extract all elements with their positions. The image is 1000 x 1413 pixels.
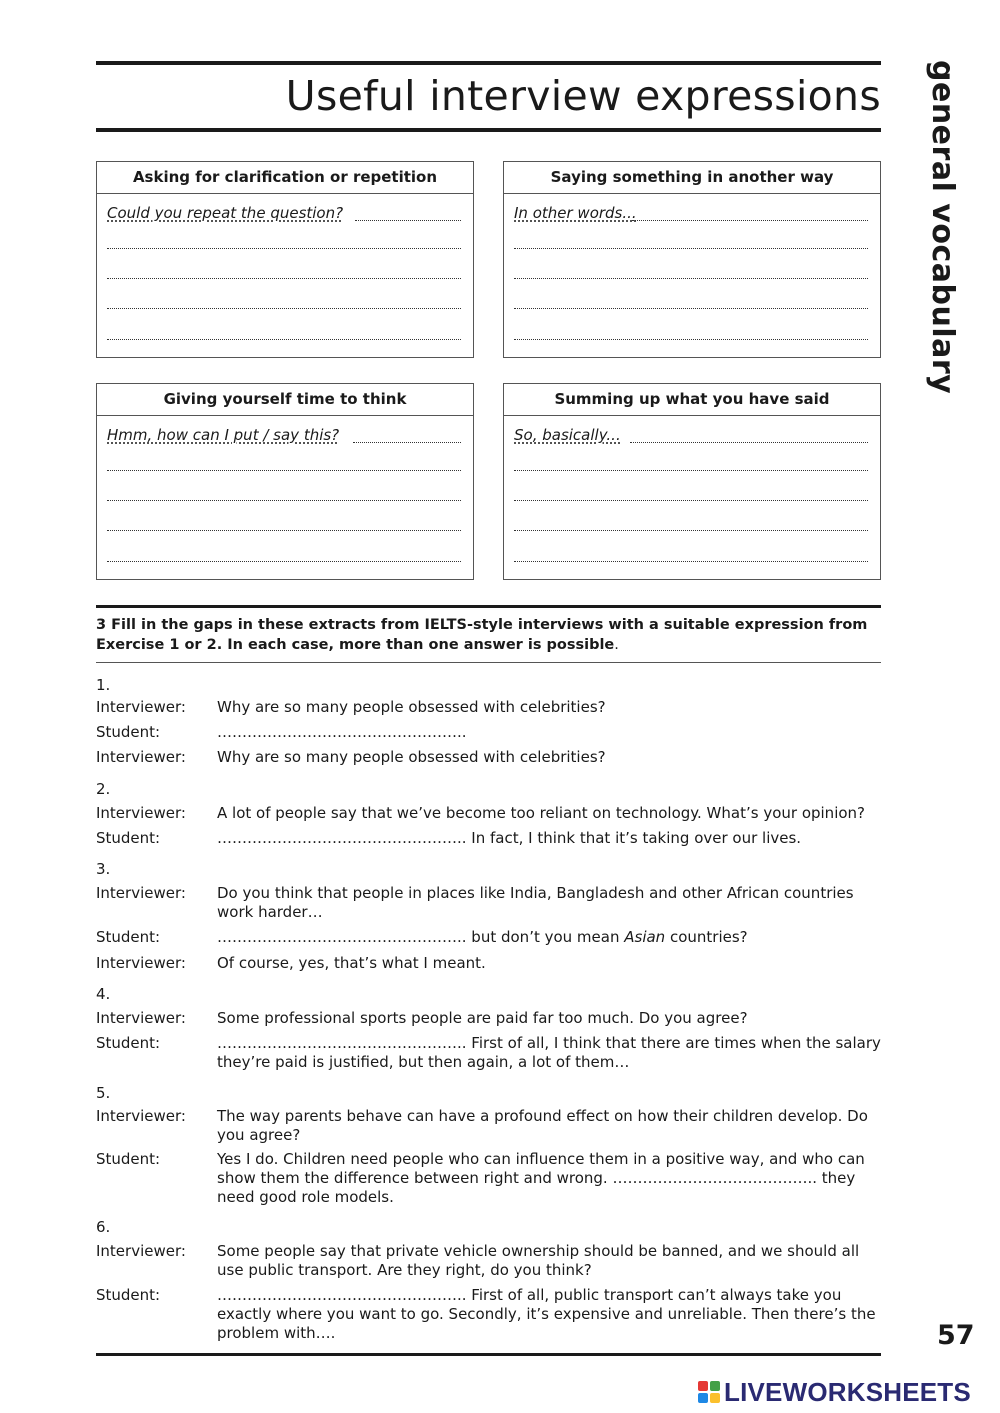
brand-logo-icon [698,1381,720,1403]
brand-name: LIVEWORKSHEETS [724,1376,971,1407]
speaker-label: Interviewer: [96,698,186,716]
item-number: 4. [96,985,111,1003]
answer-line[interactable] [514,561,868,562]
gap-utterance[interactable]: Yes I do. Children need people who can influence them in a positive way, and who can show them the difference between right and wrong. ………………………………….. they need good role models. [217,1150,865,1206]
utterance: Why are so many people obsessed with celebrities? [217,698,606,716]
speaker-label: Student: [96,723,161,741]
answer-line[interactable] [107,339,461,340]
logo-square [710,1381,720,1391]
exercise-top-rule [96,605,881,608]
answer-line[interactable] [107,470,461,471]
box-heading: Giving yourself time to think [97,384,473,416]
answer-line[interactable] [107,248,461,249]
expression-box-another-way [503,161,881,358]
answer-line[interactable] [632,220,868,221]
box-example: Could you repeat the question? [107,204,344,222]
answer-line[interactable] [107,308,461,309]
answer-line[interactable] [107,530,461,531]
item-number: 2. [96,780,111,798]
answer-line[interactable] [514,308,868,309]
answer-line[interactable] [514,530,868,531]
utterance: Some people say that private vehicle ownership should be banned, and we should all use public transport. Are they right, do you think? [217,1242,860,1279]
speaker-label: Interviewer: [96,804,186,822]
box-heading: Summing up what you have said [504,384,880,416]
speaker-label: Interviewer: [96,1107,186,1125]
item-number: 1. [96,676,111,694]
utterance: The way parents behave can have a profound effect on how their children develop. Do you agree? [217,1107,868,1144]
logo-square [698,1393,708,1403]
exercise-instruction [96,615,886,655]
expression-box-summing-up [503,383,881,580]
speaker-label: Student: [96,829,161,847]
answer-line[interactable] [107,561,461,562]
box-heading: Saying something in another way [504,162,880,194]
speaker-label: Interviewer: [96,748,186,766]
gap-utterance[interactable] [217,928,883,947]
instruction-end: . [614,637,619,653]
speaker-label: Student: [96,928,161,946]
answer-line[interactable] [514,278,868,279]
box-heading: Asking for clarification or repetition [97,162,473,194]
answer-line[interactable] [107,278,461,279]
utterance: A lot of people say that we’ve become too reliant on technology. What’s your opinion? [217,804,866,822]
answer-line[interactable] [630,442,868,443]
speaker-label: Interviewer: [96,954,186,972]
instruction-text: 3 Fill in the gaps in these extracts from IELTS-style interviews with a suitable expression from Exercise 1 or 2. In each case, more than one answer is possible [96,617,868,653]
brand-footer[interactable] [698,1375,971,1409]
answer-line[interactable] [355,220,461,221]
utterance: Of course, yes, that’s what I meant. [217,954,486,972]
answer-line[interactable] [514,500,868,501]
top-rule [96,61,881,65]
exercise-sub-rule [96,662,881,663]
answer-line[interactable] [353,442,461,443]
page-number: 57 [937,1320,975,1351]
expression-box-time-to-think [96,383,474,580]
speaker-label: Student: [96,1150,161,1168]
utterance: Do you think that people in places like India, Bangladesh and other African countries work harder… [217,884,854,921]
item-number: 5. [96,1084,111,1102]
item-number: 3. [96,860,111,878]
answer-line[interactable] [514,470,868,471]
bottom-rule [96,1353,881,1356]
gap-utterance[interactable]: ………………………………………….. [217,723,467,741]
speaker-label: Interviewer: [96,1242,186,1260]
gap-utterance[interactable]: ………………………………………….. In fact, I think that it’s taking over our lives. [217,829,802,847]
utterance: Why are so many people obsessed with celebrities? [217,748,606,766]
box-example: In other words... [514,204,637,222]
speaker-label: Interviewer: [96,1009,186,1027]
speaker-label: Student: [96,1034,161,1052]
expression-box-clarification [96,161,474,358]
gap-utterance[interactable]: ………………………………………….. First of all, I think that there are times when the salary they’re paid is justified, but then again, a lot of them… [217,1034,881,1071]
box-example: Hmm, how can I put / say this? [107,426,340,444]
answer-line[interactable] [107,500,461,501]
box-example: So, basically... [514,426,621,444]
speaker-label: Student: [96,1286,161,1304]
title-rule [96,128,881,132]
logo-square [710,1393,720,1403]
answer-line[interactable] [514,248,868,249]
answer-line[interactable] [514,339,868,340]
utterance-part: ………………………………………….. but don’t you mean [217,928,625,946]
utterance-italic: Asian [624,928,666,946]
item-number: 6. [96,1218,111,1236]
speaker-label: Interviewer: [96,884,186,902]
gap-utterance[interactable]: ………………………………………….. First of all, public transport can’t always take you exactly where you want to go. Secondly, it’s expensive and unreliable. Then there’s the problem with…. [217,1286,876,1342]
page-title: Useful interview expressions [285,72,881,120]
logo-square [698,1381,708,1391]
section-side-label: general vocabulary [925,60,960,395]
utterance: Some professional sports people are paid far too much. Do you agree? [217,1009,748,1027]
utterance-part: countries? [665,928,748,946]
